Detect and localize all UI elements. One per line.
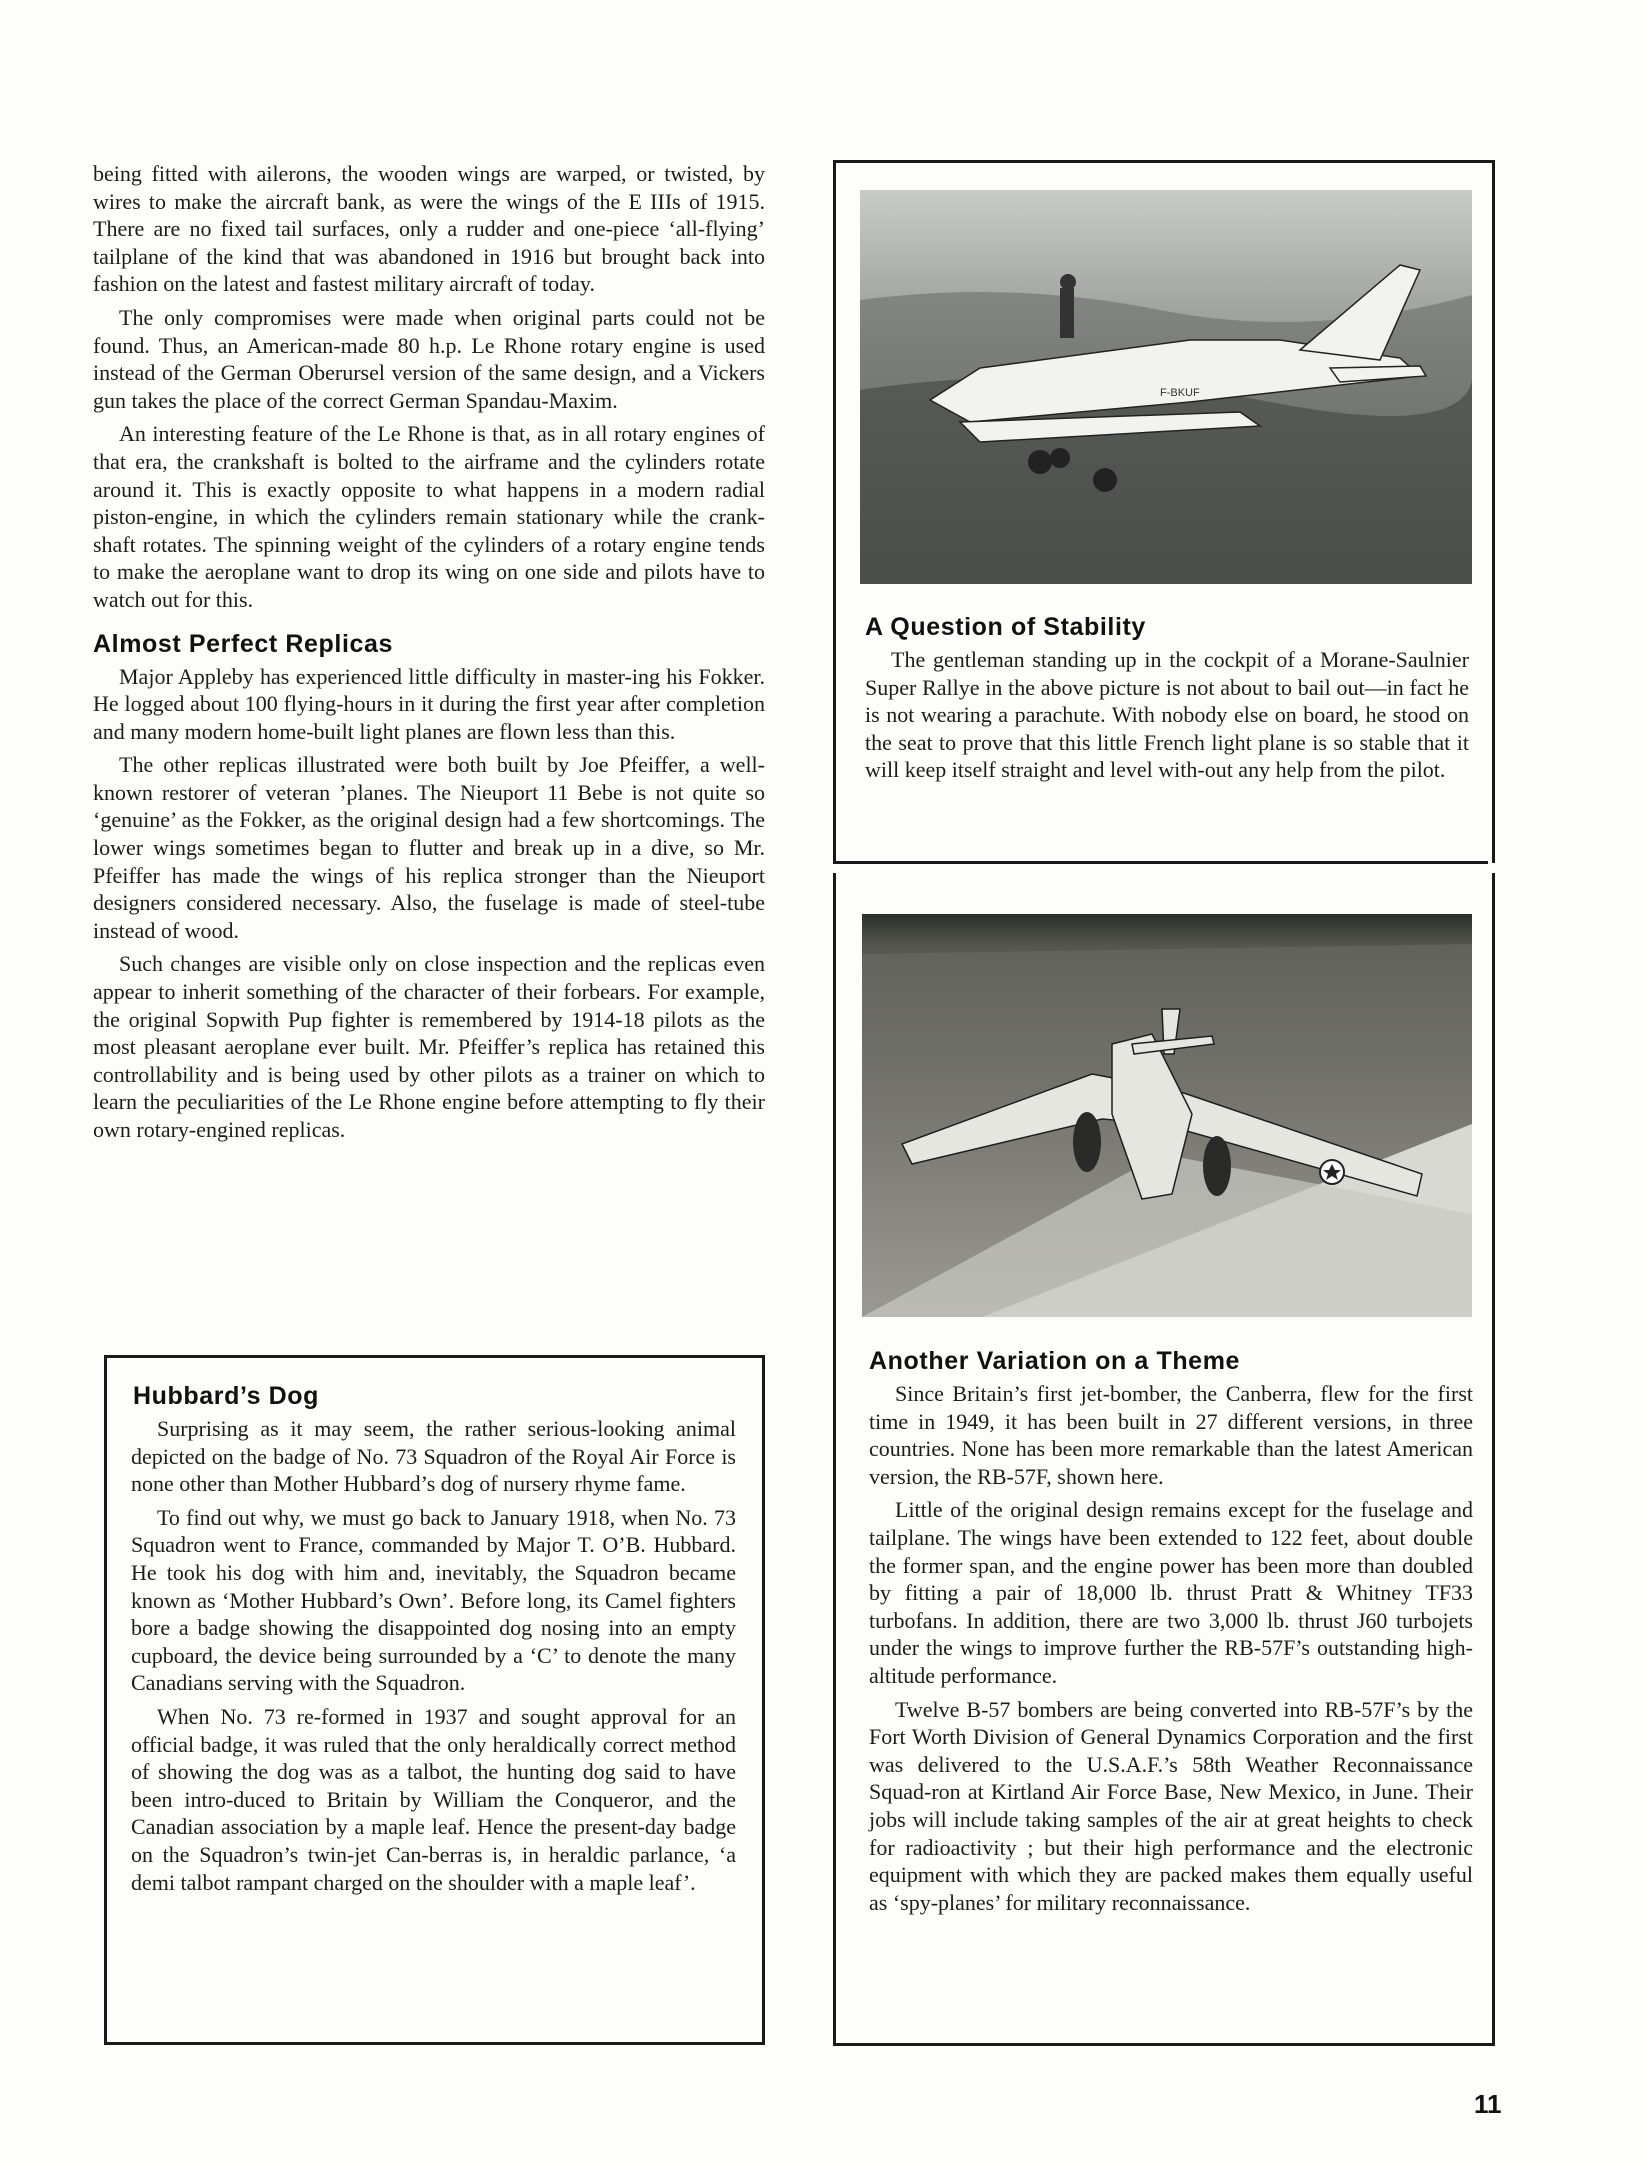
section-heading-stability: A Question of Stability xyxy=(865,613,1146,641)
box-paragraph: Surprising as it may seem, the rather serious-looking animal depicted on the badge of No. 73 Squadron of the Royal Air Force is none other than Mother Hubbard’s dog of nursery rhyme fame. xyxy=(131,1416,736,1497)
article-paragraph: Major Appleby has experienced little difficulty in master-ing his Fokker. He logged about 100 flying-hours in it during the first year after completion and many modern home-built light planes are flown less than this. xyxy=(93,663,765,744)
box-paragraph: Twelve B-57 bombers are being converted into RB-57F’s by the Fort Worth Division of General Dynamics Corporation and the first was delivered to the U.S.A.F.’s 58th Weather Reconnaissance Squad-ron at Kirtland Air Force Base, New Mexico, in June. Their jobs will include taking samples of the air at great heights to check for radioactivity ; but their high performance and the electronic equipment with which they are packed makes them equally useful as ‘spy-planes’ for military reconnaissance. xyxy=(869,1696,1473,1915)
article-paragraph: Such changes are visible only on close inspection and the replicas even appear to inherit something of the character of their forbears. For example, the original Sopwith Pup fighter is remembered by 1914-18 pilots as the most pleasant aeroplane ever built. Mr. Pfeiffer’s replica has retained this controllability and is being used by other pilots as a trainer on which to learn the peculiarities of the Le Rhone engine before attempting to fly their own rotary-engined replicas. xyxy=(93,951,765,1142)
article-paragraph: An interesting feature of the Le Rhone is that, as in all rotary engines of that era, the crankshaft is bolted to the airframe and the cylinders rotate around it. This is exactly opposite to what happens in a modern radial piston-engine, in which the cylinders remain stationary while the crank-shaft rotates. The spinning weight of the cylinders of a rotary engine tends to make the aeroplane want to drop its wing on one side and pilots have to watch out for this. xyxy=(93,421,765,612)
page-number: 11 xyxy=(1474,2089,1502,2119)
box-paragraph: Little of the original design remains except for the fuselage and tailplane. The wings have been extended to 122 feet, about double the former span, and the engine power has been more than doubled by fitting a pair of 18,000 lb. thrust Pratt & Whitney TF33 turbofans. In addition, there are two 3,000 lb. thrust J60 turbojets under the wings to improve further the RB-57F’s outstanding high-altitude performance. xyxy=(869,1497,1473,1688)
section-heading-dog: Hubbard’s Dog xyxy=(133,1382,320,1410)
box-paragraph: When No. 73 re-formed in 1937 and sought approval for an official badge, it was ruled that the only heraldically correct method of showing the dog was as a talbot, the hunting dog said to have been intro-duced to Britain by William the Conqueror, and the Canadian association by a maple leaf. Hence the present-day badge on the Squadron’s twin-jet Can-berras is, in heraldic parlance, ‘a demi talbot rampant charged on the shoulder with a maple leaf’. xyxy=(131,1703,736,1895)
box-paragraph: Since Britain’s first jet-bomber, the Canberra, flew for the first time in 1949, it has been built in 27 different versions, in three countries. None has been more remarkable than the latest American version, the RB-57F, shown here. xyxy=(869,1381,1473,1489)
left-column xyxy=(93,160,765,1150)
section-heading-replicas: Almost Perfect Replicas xyxy=(93,629,394,658)
box-paragraph: To find out why, we must go back to January 1918, when No. 73 Squadron went to France, commanded by Major T. O’B. Hubbard. He took his dog with him and, inevitably, the Squadron became known as ‘Mother Hubbard’s Own’. Before long, its Camel fighters bore a badge showing the disappointed dog nosing into an empty cupboard, the device being surrounded by a ‘C’ to denote the many Canadians serving with the Squadron. xyxy=(131,1504,736,1696)
light-plane-photo xyxy=(860,190,1472,584)
variation-text xyxy=(869,1347,1473,1922)
divider-rule xyxy=(833,861,1488,864)
box-paragraph: The gentleman standing up in the cockpit of a Morane-Saulnier Super Rallye in the above picture is not about to bail out—in fact he is not wearing a parachute. With nobody else on board, he stood on the seat to prove that this little French light plane is so stable that it will keep itself straight and level with-out any help from the pilot. xyxy=(865,647,1469,783)
hubbards-dog-box xyxy=(104,1355,765,2045)
stability-box xyxy=(833,160,1495,863)
stability-text xyxy=(865,613,1469,790)
jet-bomber-photo xyxy=(862,914,1472,1317)
article-paragraph: The only compromises were made when original parts could not be found. Thus, an American-made 80 h.p. Le Rhone rotary engine is used instead of the German Oberursel version of the same design, and a Vickers gun takes the place of the correct German Spandau-Maxim. xyxy=(93,304,765,413)
registration-text: F-BKUF xyxy=(1160,387,1200,399)
section-heading-variation: Another Variation on a Theme xyxy=(869,1347,1241,1375)
article-paragraph: being fitted with ailerons, the wooden wings are warped, or twisted, by wires to make the aircraft bank, as were the wings of the E IIIs of 1915. There are no fixed tail surfaces, only a rudder and one-piece ‘all-flying’ tailplane of the kind that was abandoned in 1916 but brought back into fashion on the latest and fastest military aircraft of today. xyxy=(93,161,765,297)
article-paragraph: The other replicas illustrated were both built by Joe Pfeiffer, a well-known restorer of veteran ’planes. The Nieuport 11 Bebe is not quite so ‘genuine’ as the Fokker, as the original design had a few shortcomings. The lower wings sometimes began to flutter and break up in a dive, so Mr. Pfeiffer has made the wings of his replica stronger than the Nieuport designers considered necessary. Also, the fuselage is made of steel-tube instead of wood. xyxy=(93,752,765,943)
variation-box xyxy=(833,873,1495,2046)
